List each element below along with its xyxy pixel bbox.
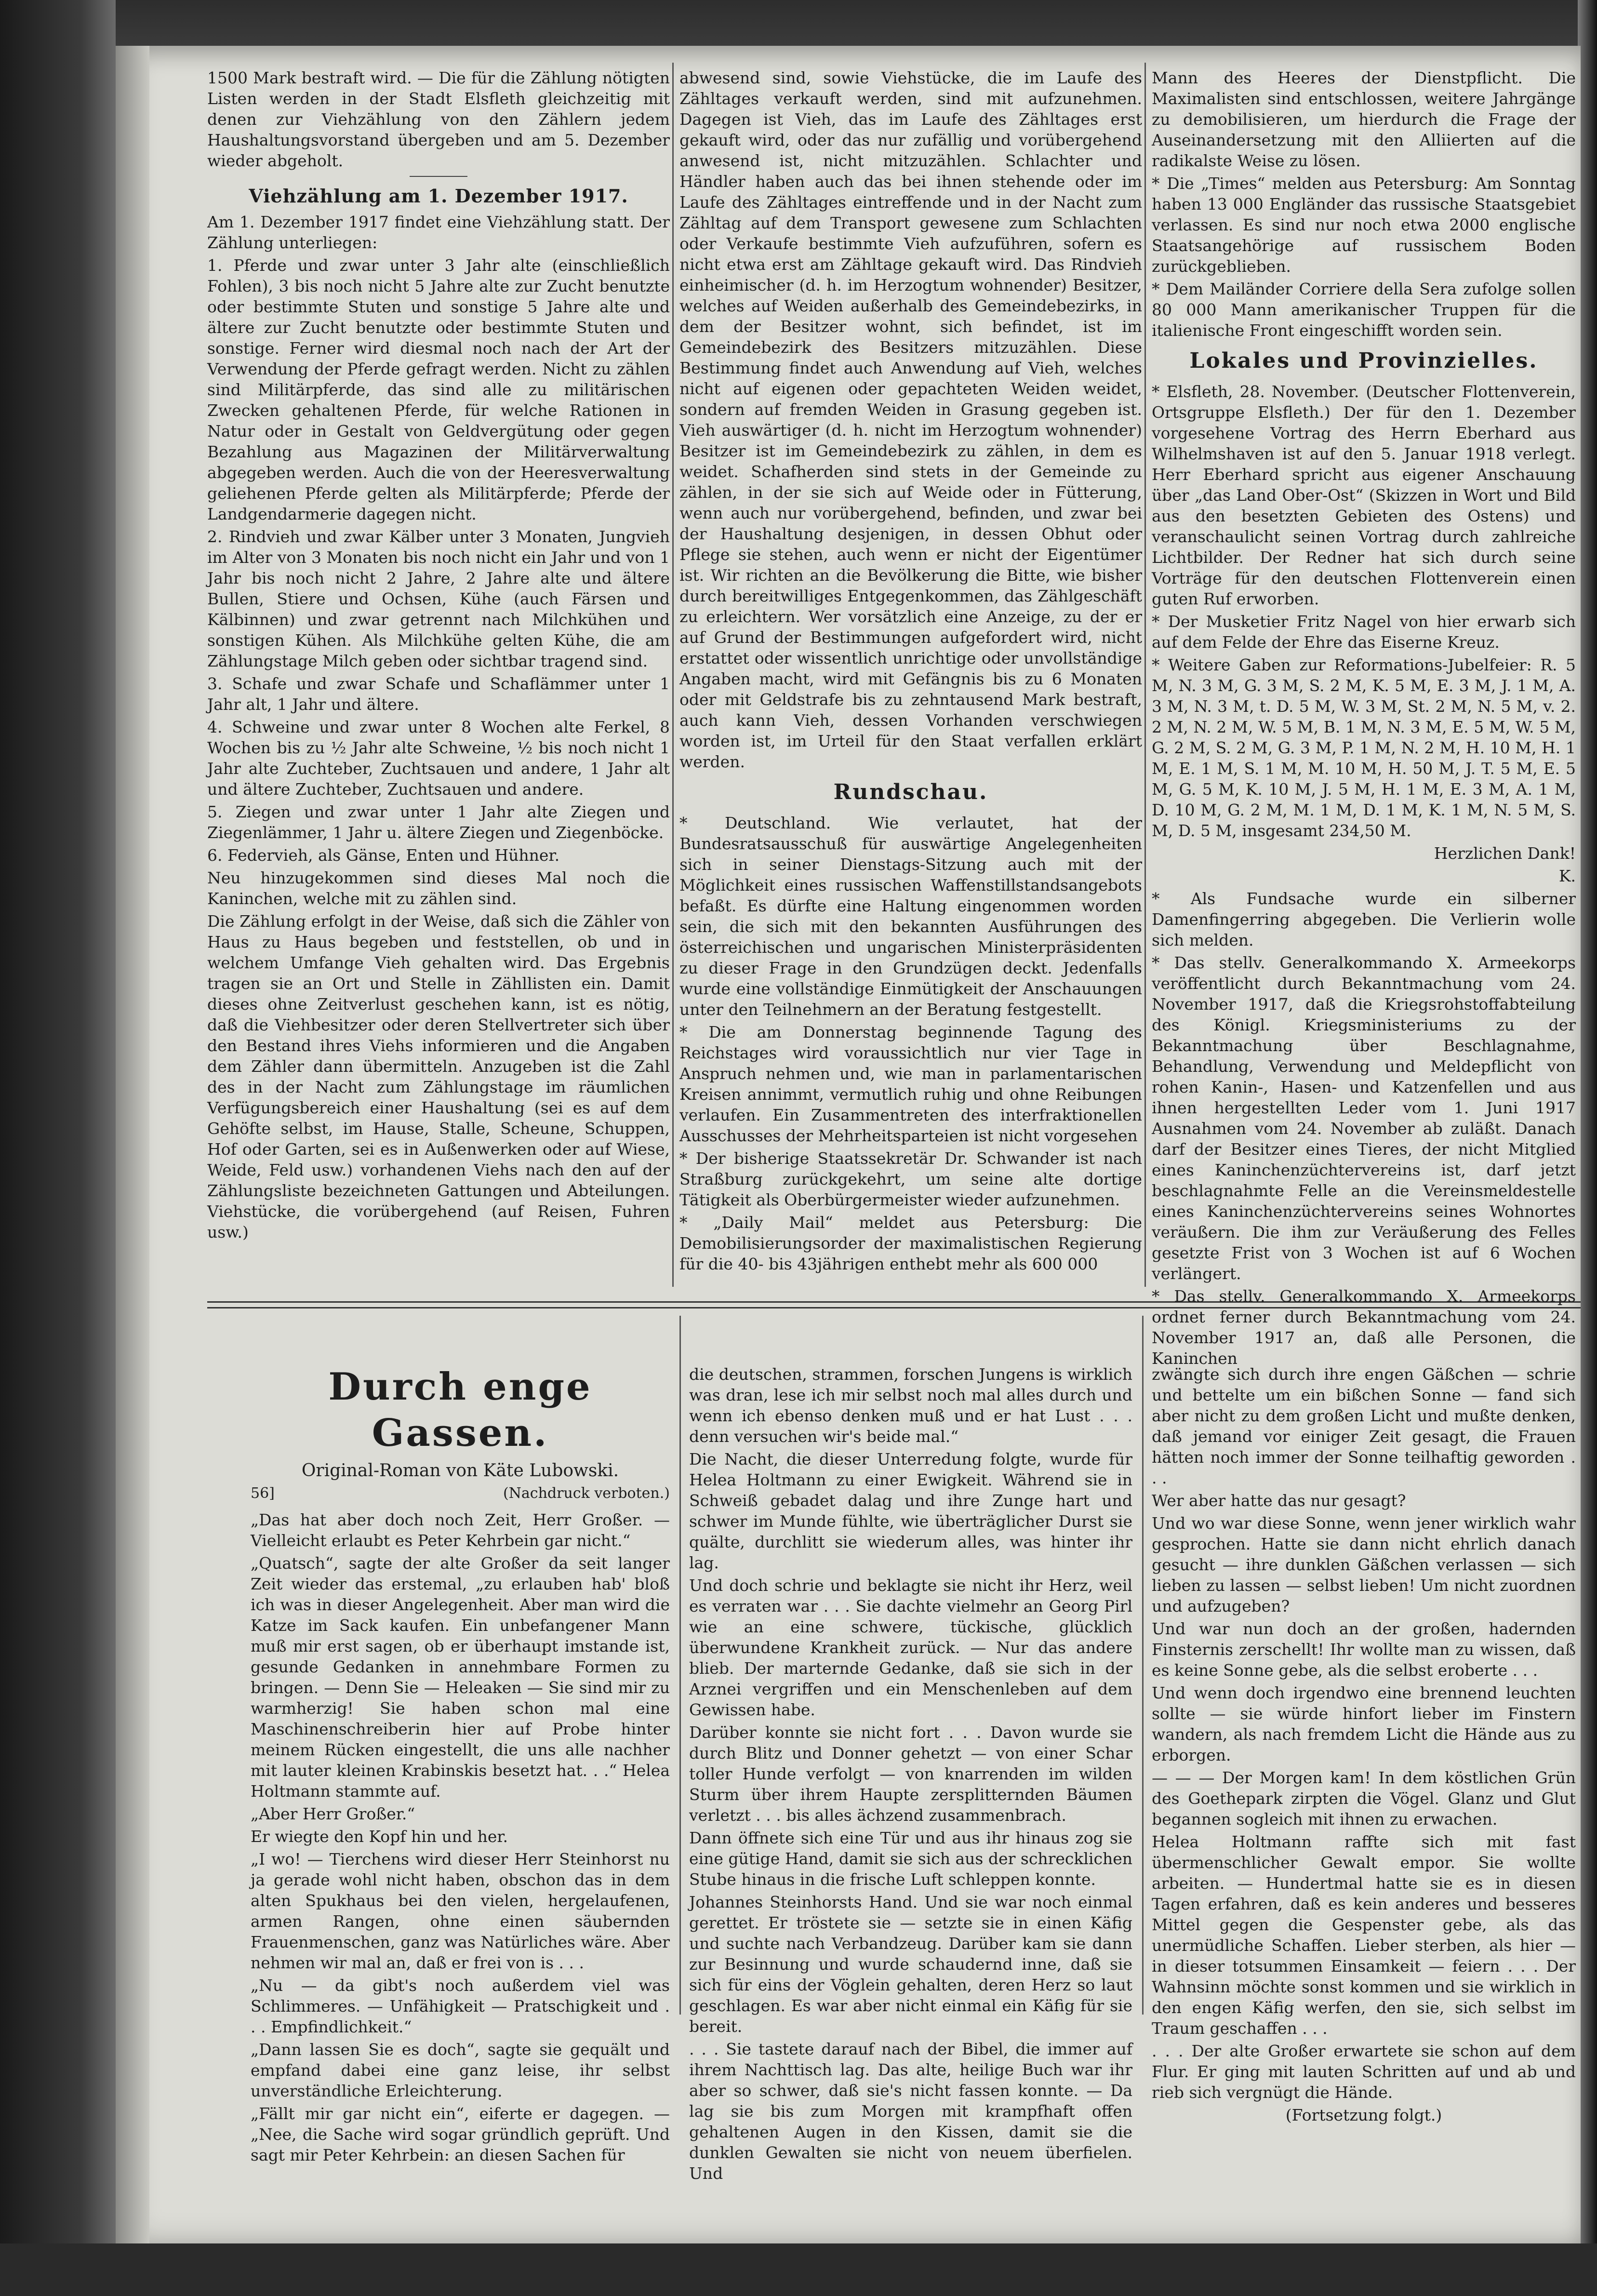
to-be-continued: (Fortsetzung folgt.) <box>1285 2106 1442 2124</box>
section-heading-lokales: Lokales und Provinzielles. <box>1189 348 1538 373</box>
local-item: * Elsfleth, 28. November. (Deutscher Flottenverein, Ortsgruppe Elsfleth.) Der für den 1. Dezember vorgesehene Vortrag des Herrn Eberhard aus Wilhelmshaven ist auf den 5. Januar 1918 verlegt. Herr Eberhard spricht aus eigener Anschauung über „das Land Ober-Ost“ (Skizzen in Wort und Bild aus den besetzten Gebieten des Ostens) und veranschaulicht seinen Vortrag durch zahlreiche Lichtbilder. Der Redner hat sich durch seine Vorträge für den deutschen Flottenverein einen guten Ruf erworben. <box>1152 382 1576 608</box>
column-rule <box>1145 63 1146 1287</box>
short-rule <box>410 176 467 177</box>
novel-paragraph: Helea Holtmann raffte sich mit fast übermenschlicher Gewalt empor. Sie wollte arbeiten. — Hundertmal hatte sie es in diesen Tagen erfahren, daß es kein anderes und besseres Mittel gegen die Gespenster gebe, als das unermüdliche Schaffen. Lieber sterben, als hier — in dieser totsummen Einsamkeit — feiern . . . Der Wahnsinn möchte sonst kommen und sie wirklich in den engen Käfig werfen, den sie, sich selbst im Traum geschaffen . . . <box>1152 1832 1576 2038</box>
novel-paragraph: Darüber konnte sie nicht fort . . . Davon wurde sie durch Blitz und Donner gehetzt — von einer Schar toller Hunde verfolgt — von knarrenden im wilden Sturm über ihrem Haupte zersplitternden Bäumen verletzt . . . bis alles ächzend zusammenbrach. <box>689 1723 1132 1825</box>
paragraph: 5. Ziegen und zwar unter 1 Jahr alte Ziegen und Ziegenlämmer, 1 Jahr u. ältere Ziegen und Ziegenböcke. <box>207 802 670 842</box>
novel-paragraph: Wer aber hatte das nur gesagt? <box>1152 1491 1406 1510</box>
news-item: Mann des Heeres der Dienstpflicht. Die Maximalisten sind entschlossen, weitere Jahrgänge zu demobilisieren, um hierdurch die Frage der Auseinandersetzung mit den Alliierten auf die radikalste Weise zu lösen. <box>1152 68 1576 170</box>
article-heading-viehzaehlung: Viehzählung am 1. Dezember 1917. <box>249 185 628 207</box>
novel-paragraph: zwängte sich durch ihre engen Gäßchen — schrie und bettelte um ein bißchen Sonne — fand sich aber nicht zu dem großen Licht und mußte denken, daß jemand vor einiger Zeit gesagt, die Frauen hätten noch immer der Sonne teilhaftig geworden . . . <box>1152 1365 1576 1487</box>
novel-paragraph: Und doch schrie und beklagte sie nicht ihr Herz, weil es verraten war . . . Sie dachte vielmehr an Georg Pirl wie an eine schwere, tückische, glücklich überwundene Krankheit zurück. — Nur das andere blieb. Der marternde Gedanke, daß sie sich in der Arznei vergriffen und ein Menschenleben auf dem Gewissen habe. <box>689 1576 1132 1719</box>
paragraph: 6. Federvieh, als Gänse, Enten und Hühner. <box>207 846 560 865</box>
column-3 <box>1152 67 1576 1371</box>
column-2 <box>679 67 1142 1276</box>
novel-paragraph: „I wo! — Tierchens wird dieser Herr Steinhorst nu ja gerade wohl nicht haben, obschon das in dem alten Spukhaus bei den vielen, hergelaufenen, armen Rangen, ohne einen säubernden Frauenmenschen, ganz was Natürliches wäre. Aber nehmen wir mal an, daß er frei von is . . . <box>251 1850 670 1972</box>
local-item: * Das stellv. Generalkommando X. Armeekorps ordnet ferner durch Bekanntmachung vom 24. November 1917 an, daß alle Personen, die Kaninchen <box>1152 1287 1576 1368</box>
novel-paragraph: Und wenn doch irgendwo eine brennend leuchten sollte — sie würde hinfort lieber im Finstern wandern, als nach fremdem Licht die Hände aus zu erborgen. <box>1152 1683 1576 1764</box>
local-item: * Als Fundsache wurde ein silberner Damenfingerring abgegeben. Die Verlierin wolle sich melden. <box>1152 889 1576 949</box>
scan-background-top <box>0 0 1597 46</box>
column-1 <box>207 67 670 1244</box>
news-item: * Dem Mailänder Corriere della Sera zufolge sollen 80 000 Mann amerikanischer Truppen für die italienische Front eingeschifft worden sein. <box>1152 280 1576 340</box>
column-rule <box>672 63 674 1287</box>
news-item: * Die am Donnerstag beginnende Tagung des Reichstages wird voraussichtlich nur vier Tage in Anspruch nehmen und, wie man in parlamentarischen Kreisen annimmt, vermutlich ruhig und ohne Reibungen verlaufen. Ein Zusammentreten des interfraktionellen Ausschusses der Mehrheitsparteien ist nicht vorgesehen <box>679 1023 1142 1145</box>
paragraph: Neu hinzugekommen sind dieses Mal noch die Kaninchen, welche mit zu zählen sind. <box>207 868 670 908</box>
novel-paragraph: — — — Der Morgen kam! In dem köstlichen Grün des Goethepark zirpten die Vögel. Glanz und Glut begannen sogleich mit ihnen zu erwachen. <box>1152 1768 1576 1829</box>
novel-paragraph: „Dann lassen Sie es doch“, sagte sie gequält und empfand dabei eine ganz leise, ihr selbst unverständliche Erleichterung. <box>251 2040 670 2100</box>
news-item: * Deutschland. Wie verlautet, hat der Bundesratsausschuß für auswärtige Angelegenheiten sich in seiner Dienstags-Sitzung auch mit der Möglichkeit eines russischen Waffenstillstandsangebots befaßt. Es dürfte eine Haltung eingenommen worden sein, die sich mit den bekannten Ausführungen des österreichischen und ungarischen Ministerpräsidenten zu dieser Frage in den Grundzügen deckt. Jedenfalls wurde eine vollständige Einmütigkeit der Anschauungen unter den Teilnehmern an der Beratung festgestellt. <box>679 814 1142 1019</box>
novel-paragraph: . . . Sie tastete darauf nach der Bibel, die immer auf ihrem Nachttisch lag. Das alte, heilige Buch war ihr aber so schwer, daß sie's nicht fassen konnte. — Da lag sie bis zum Morgen mit krampfhaft offen gehaltenen Augen in den Kissen, damit sie die dunklen Gewalten sie nicht von neuem überfielen. Und <box>689 2040 1132 2183</box>
novel-paragraph: „Quatsch“, sagte der alte Großer da seit langer Zeit wieder das erstemal, „zu erlauben hab' bloß ich was in dieser Angelegenheit. Aber man wird die Katze im Sack kaufen. Ein unbefangener Mann muß mir erst sagen, ob er überhaupt imstande ist, gesunde Gedanken in annehmbare Formen zu bringen. — Denn Sie — Heleaken — Sie sind mir zu warmherzig! Sie haben schon mal eine Maschinenschreiberin hier auf Probe hinter meinem Rücken eingestellt, die uns alle nachher mit lauter kleinen Krabinskis besetzt hat. . .“ Helea Holtmann stammte auf. <box>251 1554 670 1801</box>
paragraph: Am 1. Dezember 1917 findet eine Viehzählung statt. Der Zählung unterliegen: <box>207 213 670 252</box>
copyright-note: (Nachdruck verboten.) <box>503 1485 670 1502</box>
news-item: * Der bisherige Staatssekretär Dr. Schwander ist nach Straßburg zurückgekehrt, um seine alte dortige Tätigkeit als Oberbürgermeister wieder aufzunehmen. <box>679 1149 1142 1209</box>
novel-column-1 <box>251 1364 670 2167</box>
scan-background-right <box>1578 0 1597 2296</box>
news-item: * „Daily Mail“ meldet aus Petersburg: Die Demobilisierungsorder der maximalistischen Regierung für die 40- bis 43jährigen enthebt mehr als 600 000 <box>679 1213 1142 1273</box>
signature-k: K. <box>1558 867 1576 885</box>
scan-background-left <box>0 0 116 2296</box>
novel-paragraph: Die Nacht, die dieser Unterredung folgte, wurde für Helea Holtmann zu einer Ewigkeit. Während sie in Schweiß gebadet dalag und ihre Zunge hart und schwer im Munde fühlte, wie überträglicher Durst sie quälte, durchlitt sie wiederum alles, was hinter ihr lag. <box>689 1450 1132 1572</box>
novel-paragraph: Dann öffnete sich eine Tür und aus ihr hinaus zog sie eine gütige Hand, damit sie sich aus der schrecklichen Stube hinaus in die frische Luft schleppen konnte. <box>689 1829 1132 1889</box>
paragraph: 1. Pferde und zwar unter 3 Jahr alte (einschließlich Fohlen), 3 bis noch nicht 5 Jahre alte zur Zucht benutzte oder bestimmte Stuten und sonstige 5 Jahre alte und ältere zur Zucht benutzte oder bestimmte Stuten und sonstige. Ferner wird diesmal noch nach der Art der Verwendung der Pferde gefragt werden. Nicht zu zählen sind Militärpferde, das sind alle zu militärischen Zwecken gehaltenen Pferde, für welche Rationen in Natur oder in Gestalt von Geldvergütung oder gegen Bezahlung aus Magazinen der Militärverwaltung abgegeben werden. Auch die von der Heeresverwaltung geliehenen Pferde gelten als Militärpferde; Pferde der Landgendarmerie dagegen nicht. <box>207 256 670 523</box>
novel-column-3 <box>1152 1364 1576 2127</box>
local-item: * Der Musketier Fritz Nagel von hier erwarb sich auf dem Felde der Ehre das Eiserne Kreuz. <box>1152 612 1576 652</box>
novel-paragraph: „Das hat aber doch noch Zeit, Herr Großer. — Vielleicht erlaubt es Peter Kehrbein gar nicht.“ <box>251 1510 670 1550</box>
novel-subtitle: Original-Roman von Käte Lubowski. <box>301 1461 619 1481</box>
novel-paragraph: die deutschen, strammen, forschen Jungens is wirklich was dran, lese ich mir selbst noch mal alles durch und wenn ich ebenso denken muß und er hat Lust . . . denn versuchen wir's beide mal.“ <box>689 1365 1132 1446</box>
paragraph: 4. Schweine und zwar unter 8 Wochen alte Ferkel, 8 Wochen bis zu ½ Jahr alte Schweine, ½ bis noch nicht 1 Jahr alte Zuchteber, Zuchtsauen und andere, 1 Jahr alt und ältere Zuchteber, Zuchtsauen und andere. <box>207 718 670 799</box>
column-rule <box>1142 1316 1144 2015</box>
paragraph: abwesend sind, sowie Viehstücke, die im Laufe des Zähltages verkauft werden, sind mit aufzunehmen. Dagegen ist Vieh, das im Laufe des Zähltages erst gekauft wird, oder das nur zufällig und vorübergehend anwesend ist, nicht mitzuzählen. Schlachter und Händler haben auch das bei ihnen stehende oder im Laufe des Zähltages eintreffende und in der Nacht zum Zähltag auf dem Transport gewesene zum Schlachten oder Verkaufe bestimmte Vieh aufzuführen, sofern es nicht etwa erst am Zähltage gekauft wird. Das Rindvieh einheimischer (d. h. im Herzogtum wohnender) Besitzer, welches auf Weiden außerhalb des Gemeindebezirks, in dem der Besitzer wohnt, sich befindet, ist im Gemeindebezirk des Besitzers mitzuzählen. Diese Bestimmung findet auch Anwendung auf Vieh, welches nicht auf eigenen oder gepachteten Weiden weidet, sondern auf fremden Weiden in Grasung gegeben ist. Vieh auswärtiger (d. h. nicht im Herzogtum wohnender) Besitzer ist im Gemeindebezirk zu zählen, in dem es weidet. Schafherden sind stets in der Gemeinde zu zählen, in der sie sich auf Weide oder in Fütterung, wenn auch nur vorübergehend, befinden, und zwar bei der Haushaltung desjenigen, in dessen Obhut oder Pflege sie stehen, auch wenn er nicht der Eigentümer ist. Wir richten an die Bevölkerung die Bitte, wie bisher durch bereitwilliges Entgegenkommen, das Zählgeschäft zu erleichtern. Wer vorsätzlich eine Anzeige, zu der er auf Grund der Bestimmungen aufgefordert wird, nicht erstattet oder wissentlich unrichtige oder unvollständige Angaben macht, wird mit Gefängnis bis zu 6 Monaten oder mit Geldstrafe bis zu zehntausend Mark bestraft, auch kann Vieh, dessen Vorhanden verschwiegen worden ist, im Urteil für den Staat verfallen erklärt werden. <box>679 68 1142 771</box>
page-edge-shadow <box>116 46 149 2243</box>
novel-paragraph: Und war nun doch an der großen, hadernden Finsternis zerschellt! Ihr wollte man zu wissen, daß es keine Sonne gebe, als die selbst eroberte . . . <box>1152 1619 1576 1680</box>
thanks-line: Herzlichen Dank! <box>1434 844 1576 863</box>
news-item: * Die „Times“ melden aus Petersburg: Am Sonntag haben 13 000 Engländer das russische Staatsgebiet verlassen. Es sind nur noch etwa 2000 englische Staatsangehörige auf russischem Boden zurückgeblieben. <box>1152 174 1576 276</box>
novel-paragraph: Johannes Steinhorsts Hand. Und sie war noch einmal gerettet. Er tröstete sie — setzte sie in einen Käfig und suchte nach Verbandzeug. Darüber kam sie dann zur Besinnung und wurde schaudernd inne, daß sie sich für eins der Vöglein gehalten, deren Herz so laut geschlagen. Es war aber nicht einmal ein Käfig für sie bereit. <box>689 1893 1132 2036</box>
novel-paragraph: „Nu — da gibt's noch außerdem viel was Schlimmeres. — Unfähigkeit — Pratschigkeit und . . . Empfindlichkeit.“ <box>251 1976 670 2036</box>
paragraph: Die Zählung erfolgt in der Weise, daß sich die Zähler von Haus zu Haus begeben und feststellen, ob und in welchem Umfange Vieh gehalten wird. Das Ergebnis tragen sie an Ort und Stelle in Zähllisten ein. Damit dieses ohne Zeitverlust geschehen kann, ist es nötig, daß die Viehbesitzer oder deren Stellvertreter sich über den Bestand ihres Viehs informieren und die Angaben dem Zähler dann übermitteln. Anzugeben ist die Zahl des in der Nacht zum Zählungstage im räumlichen Verfügungsbereich einer Haushaltung (sei es auf dem Gehöfte selbst, im Hause, Stalle, Scheune, Schuppen, Hof oder Garten, sei es in Außenwerken oder auf Wiese, Weide, Feld usw.) vorhandenen Viehs nach den auf der Zählungsliste bezeichneten Gattungen und Abteilungen. Viehstücke, die vorübergehend (auf Reisen, Fuhren usw.) <box>207 912 670 1241</box>
local-item: * Weitere Gaben zur Reformations-Jubelfeier: R. 5 M, N. 3 M, G. 3 M, S. 2 M, K. 5 M, E. 3 M, J. 1 M, A. 3 M, N. 3 M, t. D. 5 M, W. 3 M, St. 2 M, N. 5 M, v. 2. 2 M, N. 2 M, W. 5 M, B. 1 M, N. 3 M, E. 5 M, W. 5 M, G. 2 M, S. 2 M, G. 3 M, P. 1 M, N. 2 M, H. 10 M, H. 1 M, E. 1 M, S. 1 M, M. 10 M, H. 50 M, J. T. 5 M, E. 5 M, G. 5 M, K. 10 M, J. 5 M, H. 1 M, E. 3 M, A. 1 M, D. 10 M, G. 2 M, M. 1 M, D. 1 M, K. 1 M, N. 5 M, S. M, D. 5 M, insgesamt 234,50 M. <box>1152 655 1576 840</box>
novel-column-2 <box>689 1364 1132 2186</box>
column-rule <box>679 1316 681 2015</box>
paragraph: 2. Rindvieh und zwar Kälber unter 3 Monaten, Jungvieh im Alter von 3 Monaten bis noch nicht ein Jahr und von 1 Jahr bis noch nicht 2 Jahre, 2 Jahre alte und ältere Bullen, Stiere und Ochsen, Kühe (auch Färsen und Kälbinnen) und zwar getrennt nach Milchkühen und sonstigen Kühen. Als Milchkühe gelten Kühe, die am Zählungstage Milch geben oder sichtbar tragend sind. <box>207 527 670 670</box>
scan-background-bottom <box>0 2243 1597 2296</box>
intro-paragraph: 1500 Mark bestraft wird. — Die für die Zählung nötigten Listen werden in der Stadt Elsfleth gleichzeitig mit denen zur Viehzählung von den Zählern jedem Haushaltungsvorstand übergeben und am 5. Dezember wieder abgeholt. <box>207 68 670 170</box>
novel-paragraph: Und wo war diese Sonne, wenn jener wirklich wahr gesprochen. Hatte sie dann nicht ehrlich danach gesucht — ihre dunklen Gäßchen verlassen — sich lieben zu lassen — selbst lieben! Um nicht zuordnen und aufzugeben? <box>1152 1514 1576 1615</box>
novel-paragraph: Er wiegte den Kopf hin und her. <box>251 1827 508 1846</box>
installment-number: 56] <box>251 1485 275 1502</box>
paragraph: 3. Schafe und zwar Schafe und Schaflämmer unter 1 Jahr alt, 1 Jahr und ältere. <box>207 674 670 714</box>
novel-paragraph: . . . Der alte Großer erwartete sie schon auf dem Flur. Er ging mit lauten Schritten auf und ab und rieb sich vergnügt die Hände. <box>1152 2042 1576 2102</box>
local-item: * Das stellv. Generalkommando X. Armeekorps veröffentlicht durch Bekanntmachung vom 24. November 1917, daß die Kriegsrohstoffabteilung des Königl. Kriegsministeriums zu der Bekanntmachung über Beschlagnahme, Behandlung, Verwendung und Meldepflicht von rohen Kanin-, Hasen- und Katzenfellen und aus ihnen hergestellten Leder vom 1. Juni 1917 Ausnahmen vom 24. November ab zuläßt. Danach darf der Besitzer eines Tieres, der nicht Mitglied eines Kaninchenzüchtervereins ist, darf jetzt beschlagnahmte Felle an die Vereinsmeldestelle eines Kaninchenzüchtervereins seines Wohnortes veräußern. Die ihm zur Veräußerung des Felles gesetzte Frist von 3 Wochen ist auf 6 Wochen verlängert. <box>1152 953 1576 1283</box>
novel-paragraph: „Fällt mir gar nicht ein“, eiferte er dagegen. — „Nee, die Sache wird sogar gründlich geprüft. Und sagt mir Peter Kehrbein: an diesen Sachen für <box>251 2104 670 2164</box>
section-heading-rundschau: Rundschau. <box>833 780 988 804</box>
novel-paragraph: „Aber Herr Großer.“ <box>251 1804 415 1823</box>
novel-title: Durch enge Gassen. <box>328 1365 592 1455</box>
novel-meta <box>251 1483 670 1504</box>
